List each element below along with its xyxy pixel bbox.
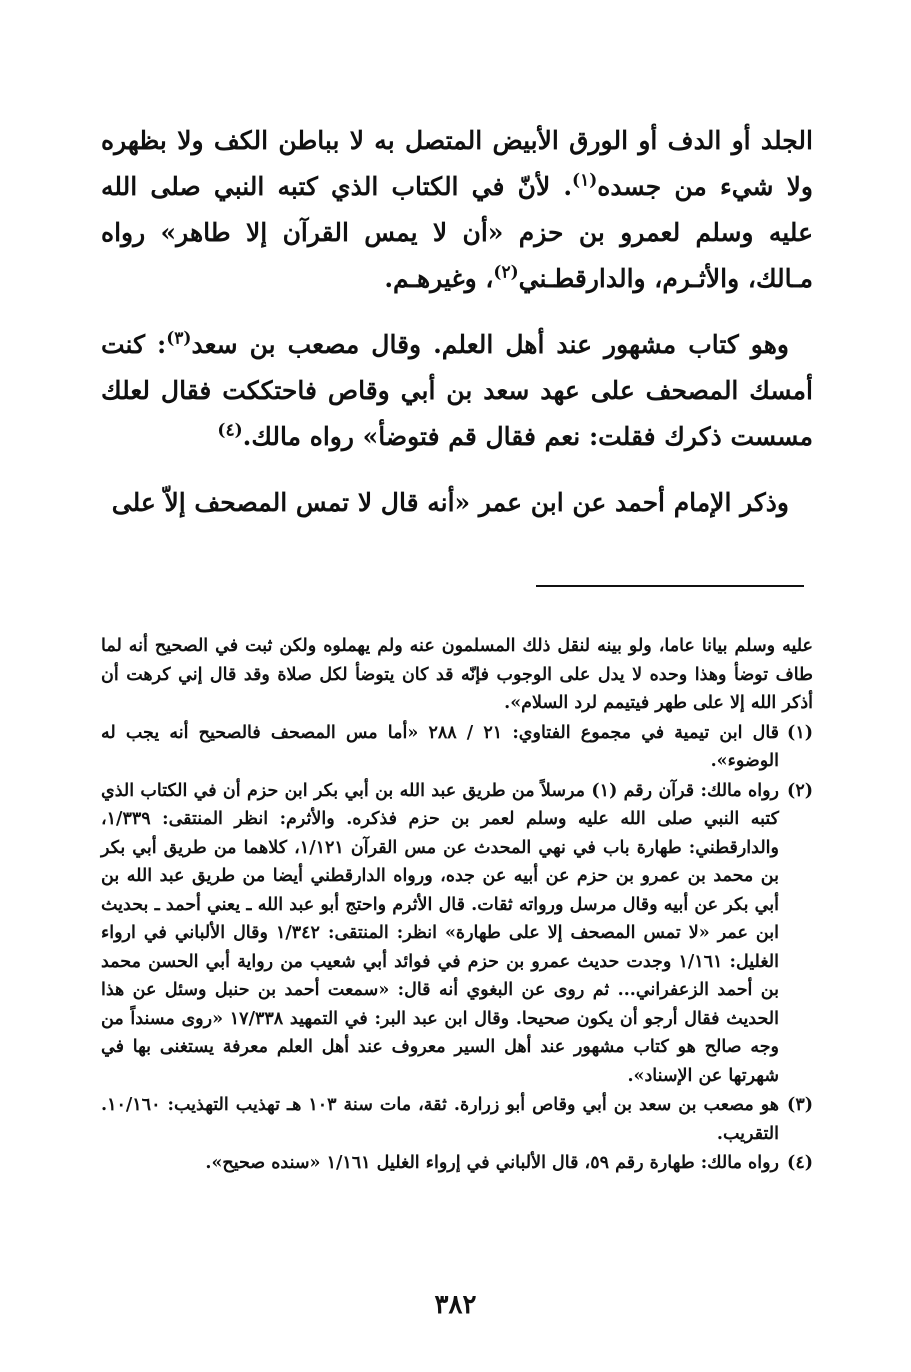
footnote-text: رواه مالك: قرآن رقم (١) مرسلاً من طريق عبد الله بن أبي بكر ابن حزم أن في الكتاب الذي كتبه النبي صلى الله عليه وسلم لعمر بن حزم فذكره. والأثرم: انظر المنتقى: ١/٣٣٩، والدارقطني: طهارة باب في نهي المحدث عن مس القرآن ١/١٢١، كلاهما من طريق أبي بكر بن محمد بن عمرو بن حزم عن أبيه عن جده، ورواه الدارقطني أيضا من طريق عبد الله بن أبي بكر عن أبيه وقال مرسل ورواته ثقات. قال الأثرم واحتج أبو عبد الله ـ يعني أحمد ـ بحديث ابن عمر «لا تمس المصحف إلا على طهارة» انظر: المنتقى: ١/٣٤٢ وقال الألباني في ارواء الغليل: ١/١٦١ وجدت حديث عمرو بن حزم في فوائد أبي شعيب من رواية أبي الحسن محمد بن أحمد الزعفراني... ثم روى عن البغوي أنه قال: «سمعت أحمد بن حنبل وسئل عن هذا الحديث فقال أرجو أن يكون صحيحا. وقال ابن عبد البر: في التمهيد ١٧/٣٣٨ «روى مسنداً من وجه صالح هو كتاب مشهور عند أهل السير معروف عند أهل العلم معرفة يستغنى بها في شهرتها عن الإسناد». [101,780,780,1086]
footnote-ref-3: (٣) [166,328,192,349]
footnote-ref-1: (١) [572,170,598,191]
footnote-number: (٤) [787,1153,813,1173]
main-paragraph-1 [101,118,813,302]
footnote-item-4 [101,1149,813,1178]
footnote-number: (٢) [787,780,813,801]
main-paragraph-1-text-c: ، وغيرهـم. [384,264,494,293]
main-paragraph-3-text: وذكر الإمام أحمد عن ابن عمر «أنه قال لا تمس المصحف إلاّ على [111,488,789,517]
footnote-item-3 [101,1091,813,1148]
footnote-continuation: عليه وسلم بيانا عاما، ولو بينه لنقل ذلك المسلمون عنه ولم يهملوه ولكن ثبت في الصحيح أنه لما طاف توضأ وهذا وحده لا يدل على الوجوب فإنّه قد كان يتوضأ لكل صلاة وقد قال إني كرهت أن أذكر الله إلا على طهر فيتيمم لرد السلام». [101,636,813,713]
footnote-ref-4: (٤) [217,420,243,441]
page-number: ٣٨٢ [434,1290,477,1320]
footnote-text: هو مصعب بن سعد بن أبي وقاص أبو زرارة. ثقة، مات سنة ١٠٣ هـ تهذيب التهذيب: ١٠/١٦٠. التقريب. [101,1095,779,1144]
footnote-number: (٣) [787,1095,813,1115]
main-paragraph-2-text-a: وهو كتاب مشهور عند أهل العلم. وقال مصعب بن سعد [191,330,789,359]
footnote-text: رواه مالك: طهارة رقم ٥٩، قال الألباني في إرواء الغليل ١/١٦١ «سنده صحيح». [205,1153,779,1173]
footnote-item-1 [101,719,813,776]
footnote-separator [536,585,804,587]
footnote-ref-2: (٢) [493,262,519,283]
main-paragraph-2 [101,322,813,460]
footnote-number: (١) [787,722,813,743]
main-paragraph-3 [101,480,813,526]
footnote-item-2 [101,777,813,1091]
footnote-text: قال ابن تيمية في مجموع الفتاوي: ٢١ / ٢٨٨ «أما مس المصحف فالصحيح أنه يجب له الوضوء». [101,722,780,771]
main-paragraph-2-text-b: : كنت أمسك المصحف على عهد سعد بن أبي وقاص فاحتككت فقال لعلك مسست ذكرك فقلت: نعم فقال قم فتوضأ» رواه مالك. [101,330,813,451]
main-text-body [101,118,813,526]
footnotes-section [101,632,813,1178]
main-paragraph-1-text-a: الجلد أو الدف أو الورق الأبيض المتصل به لا بباطن الكف ولا بظهره ولا شيء من جسده [101,126,813,201]
main-paragraph-1-text-b: . لأنّ في الكتاب الذي كتبه النبي صلى الله عليه وسلم لعمرو بن حزم «أن لا يمس القرآن إلا طاهر» رواه مـالك، والأثـرم، والدارقطـني [101,172,813,293]
